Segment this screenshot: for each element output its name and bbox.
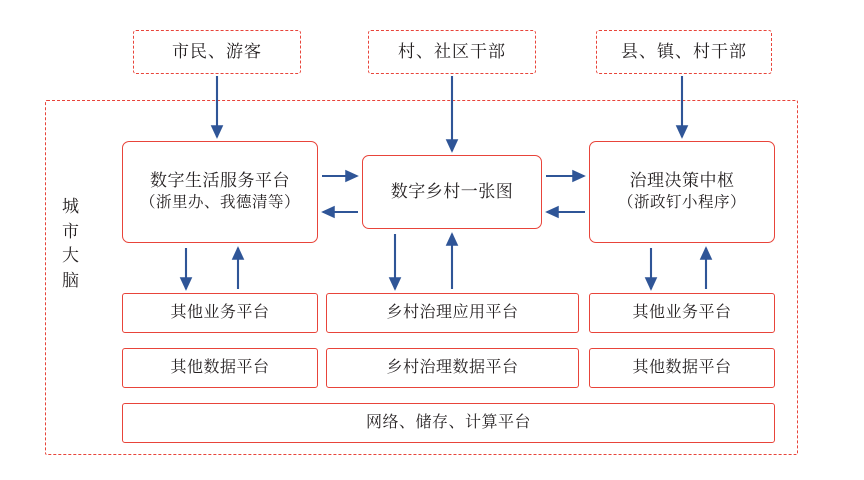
strip-label: 乡村治理应用平台 — [386, 304, 519, 322]
callout-label: 县、镇、村干部 — [621, 41, 747, 61]
strip-label: 其他数据平台 — [170, 359, 270, 377]
data-platform-other-right — [589, 348, 775, 388]
strip-label: 网络、储存、计算平台 — [365, 414, 531, 432]
main-box-governance-decision-hub — [589, 141, 775, 243]
strip-label: 乡村治理数据平台 — [386, 359, 519, 377]
infrastructure-platform — [122, 403, 775, 443]
strip-label: 其他业务平台 — [632, 304, 732, 322]
main-box-line1: 数字乡村一张图 — [390, 181, 514, 201]
main-box-line1: 治理决策中枢 — [629, 171, 735, 191]
callout-label: 市民、游客 — [172, 41, 262, 61]
strip-label: 其他业务平台 — [170, 304, 270, 322]
callout-county-town-village-cadres — [596, 30, 772, 74]
main-box-line2: （浙政钉小程序） — [617, 194, 746, 211]
outer-label-char-3: 脑 — [62, 270, 80, 290]
callout-label: 村、社区干部 — [398, 41, 506, 61]
main-box-line2: （浙里办、我德清等） — [139, 194, 300, 211]
main-box-digital-village-map — [362, 155, 542, 229]
main-box-digital-life-service-platform — [122, 141, 318, 243]
callout-citizens-tourists — [133, 30, 301, 74]
application-platform-other-left — [122, 293, 318, 333]
main-box-line1: 数字生活服务平台 — [150, 171, 290, 191]
outer-label-char-0: 城 — [62, 197, 80, 216]
outer-label-char-2: 大 — [62, 246, 80, 266]
outer-container-label — [58, 195, 84, 294]
application-platform-rural-governance — [326, 293, 579, 333]
outer-label-char-1: 市 — [62, 221, 80, 241]
strip-label: 其他数据平台 — [632, 359, 732, 377]
data-platform-rural-governance — [326, 348, 579, 388]
application-platform-other-right — [589, 293, 775, 333]
callout-village-community-cadres — [368, 30, 536, 74]
data-platform-other-left — [122, 348, 318, 388]
